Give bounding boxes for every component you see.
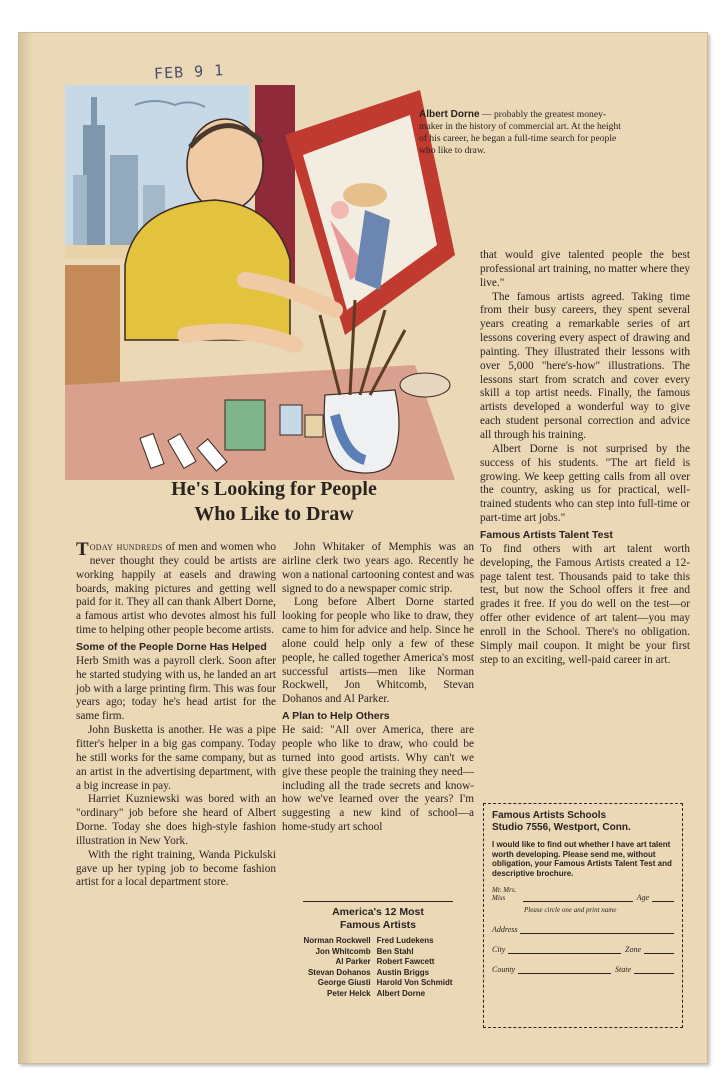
divider (303, 901, 453, 902)
coupon-title (492, 810, 674, 834)
paragraph: Albert Dorne is not surprised by the success of his students. "The art field is growing. We keep getting calls from all over the country, asking us for practical, well-trained students who can step into full-time or part-time art jobs." (480, 442, 690, 525)
paragraph: Long before Albert Dorne started looking for people who like to draw, they came to him for advice and help. Since he alone could help only a few of these people, he called together America's most successful artists—men like Norman Rockwell, Jon Whitcomb, Stevan Dohanos and Al Parker. (282, 596, 474, 706)
drop-cap: T (76, 539, 89, 560)
state-field[interactable] (634, 964, 674, 974)
age-field[interactable] (652, 892, 674, 902)
paragraph: John Busketta is another. He was a pipe fitter's helper in a big gas company. Today he still works for the same company, but as an artist in the advertising department, with a big increase in pay. (76, 724, 276, 792)
zone-label: Zone (625, 945, 641, 955)
artist-name: Robert Fawcett (376, 957, 435, 967)
date-stamp: FEB 9 1 (153, 61, 225, 83)
address-field[interactable] (520, 924, 674, 934)
column-2 (282, 541, 474, 835)
artist-name: Al Parker (335, 957, 371, 967)
address-line (492, 924, 674, 934)
paragraph: To find others with art talent worth developing, the Famous Artists created a 12-page talent test. Thousands paid to take this test, but now the School offers it free and grades it free. If you do well on the test—or offer other evidence of art talent—you may enroll in the School. There's no obligation. Simply mail coupon. It might be your first step to an exciting, well-paid career in art. (480, 542, 690, 666)
section-heading-plan: A Plan to Help Others (282, 710, 390, 723)
city-label: City (492, 945, 506, 955)
headline-line-1: He's Looking for People (171, 478, 377, 500)
county-line (492, 964, 674, 974)
illustration-caption (419, 109, 629, 157)
magazine-page (18, 32, 708, 1064)
paragraph: He said: "All over America, there are people who like to draw, who could be turned into good artists. Why can't we give these people the training they need—including all the trade secrets and know-how we've learned over the years? I'm suggesting a new kind of school—a home-study art school (282, 724, 474, 834)
artist-name: George Giusti (317, 978, 371, 988)
coupon-body: I would like to find out whether I have art talent worth developing. Please send me, without obligation, your Famous Artists Talent Test and descriptive brochure. (492, 840, 672, 878)
paragraph: With the right training, Wanda Pickulski gave up her typing job to become fashion artist for a local department store. (76, 848, 276, 889)
paragraph: The famous artists agreed. Taking time from their busy careers, they spent several years creating a remarkable series of art lessons covering every aspect of drawing and painting. They illustrated their lessons with over 5,000 "here's-how" illustrations. The lessons start from scratch and cover every skill a top artist needs. Finally, the famous artists developed a wonderful way to give each student personal correction and advice all through his training. (480, 290, 690, 441)
artist-names-left (304, 936, 371, 1000)
name-field[interactable] (523, 892, 633, 902)
city-line (492, 944, 674, 954)
address-label: Address (492, 925, 518, 935)
column-3 (480, 249, 690, 667)
artist-name: Norman Rockwell (303, 936, 371, 945)
paragraph: John Whitaker of Memphis was an airline clerk two years ago. Recently he won a national cartooning contest and was signed to do a newspaper comic strip. (282, 541, 474, 595)
coupon-title-line-1: Famous Artists Schools (492, 810, 607, 821)
intro-caps: oday hundreds (89, 541, 163, 553)
paragraph: that would give talented people the best professional art training, no matter where they live." (480, 249, 690, 289)
famous-title-line-2: Famous Artists (339, 919, 417, 931)
intro-paragraph (76, 541, 276, 638)
section-heading-talent-test: Famous Artists Talent Test (480, 528, 613, 541)
albert-dorne-illustration (65, 85, 455, 480)
headline (69, 477, 479, 527)
county-label: County (492, 965, 516, 975)
mail-coupon[interactable] (483, 803, 683, 1028)
city-field[interactable] (508, 944, 621, 954)
name-label: Mr. Mrs. Miss (492, 886, 517, 903)
artist-name: Albert Dorne (376, 988, 426, 998)
name-line (492, 886, 674, 902)
paragraph: Herb Smith was a payroll clerk. Soon after he started studying with us, he landed an art job with a large printing firm. This was four years ago; today he's head artist for the same firm. (76, 654, 276, 723)
column-1 (76, 541, 276, 890)
paragraph: Harriet Kuzniewski was bored with an "ordinary" job before she heard of Albert Dorne. Today she does high-style fashion illustration in New York. (76, 793, 276, 847)
age-label: Age (636, 893, 649, 903)
artist-name: Ben Stahl (376, 946, 414, 956)
famous-artists-title (282, 906, 474, 932)
artist-name: Austin Briggs (376, 967, 430, 977)
artist-name: Harold Von Schmidt (376, 978, 453, 988)
famous-title-line-1: America's 12 Most (332, 906, 424, 918)
caption-name: Albert Dorne (419, 109, 480, 120)
artist-name: Fred Ludekens (376, 936, 434, 945)
coupon-title-line-2: Studio 7556, Westport, Conn. (492, 822, 631, 833)
caption-text: — probably the greatest money-maker in the history of commercial art. At the height of his career, he began a full-time search for people who like to draw. (419, 109, 621, 156)
section-heading-helped: Some of the People Dorne Has Helped (76, 640, 267, 653)
headline-line-2: Who Like to Draw (194, 503, 354, 525)
state-label: State (615, 965, 631, 975)
famous-artists-box (282, 901, 474, 1000)
circle-note: Please circle one and print name (524, 906, 617, 915)
artist-name: Peter Helck (327, 988, 371, 998)
county-field[interactable] (518, 964, 611, 974)
intro-text: of men and women who never thought they could be artists are working happily at easels and drawing boards, making pictures and getting well paid for it. They all can thank Albert Dorne, a famous artist who devotes almost his full time to helping other people become artists. (76, 541, 276, 637)
artist-name: Jon Whitcomb (315, 946, 371, 956)
artist-names-right (377, 936, 453, 1000)
artist-names (282, 936, 474, 1000)
artist-name: Stevan Dohanos (307, 967, 371, 977)
zone-field[interactable] (644, 944, 674, 954)
